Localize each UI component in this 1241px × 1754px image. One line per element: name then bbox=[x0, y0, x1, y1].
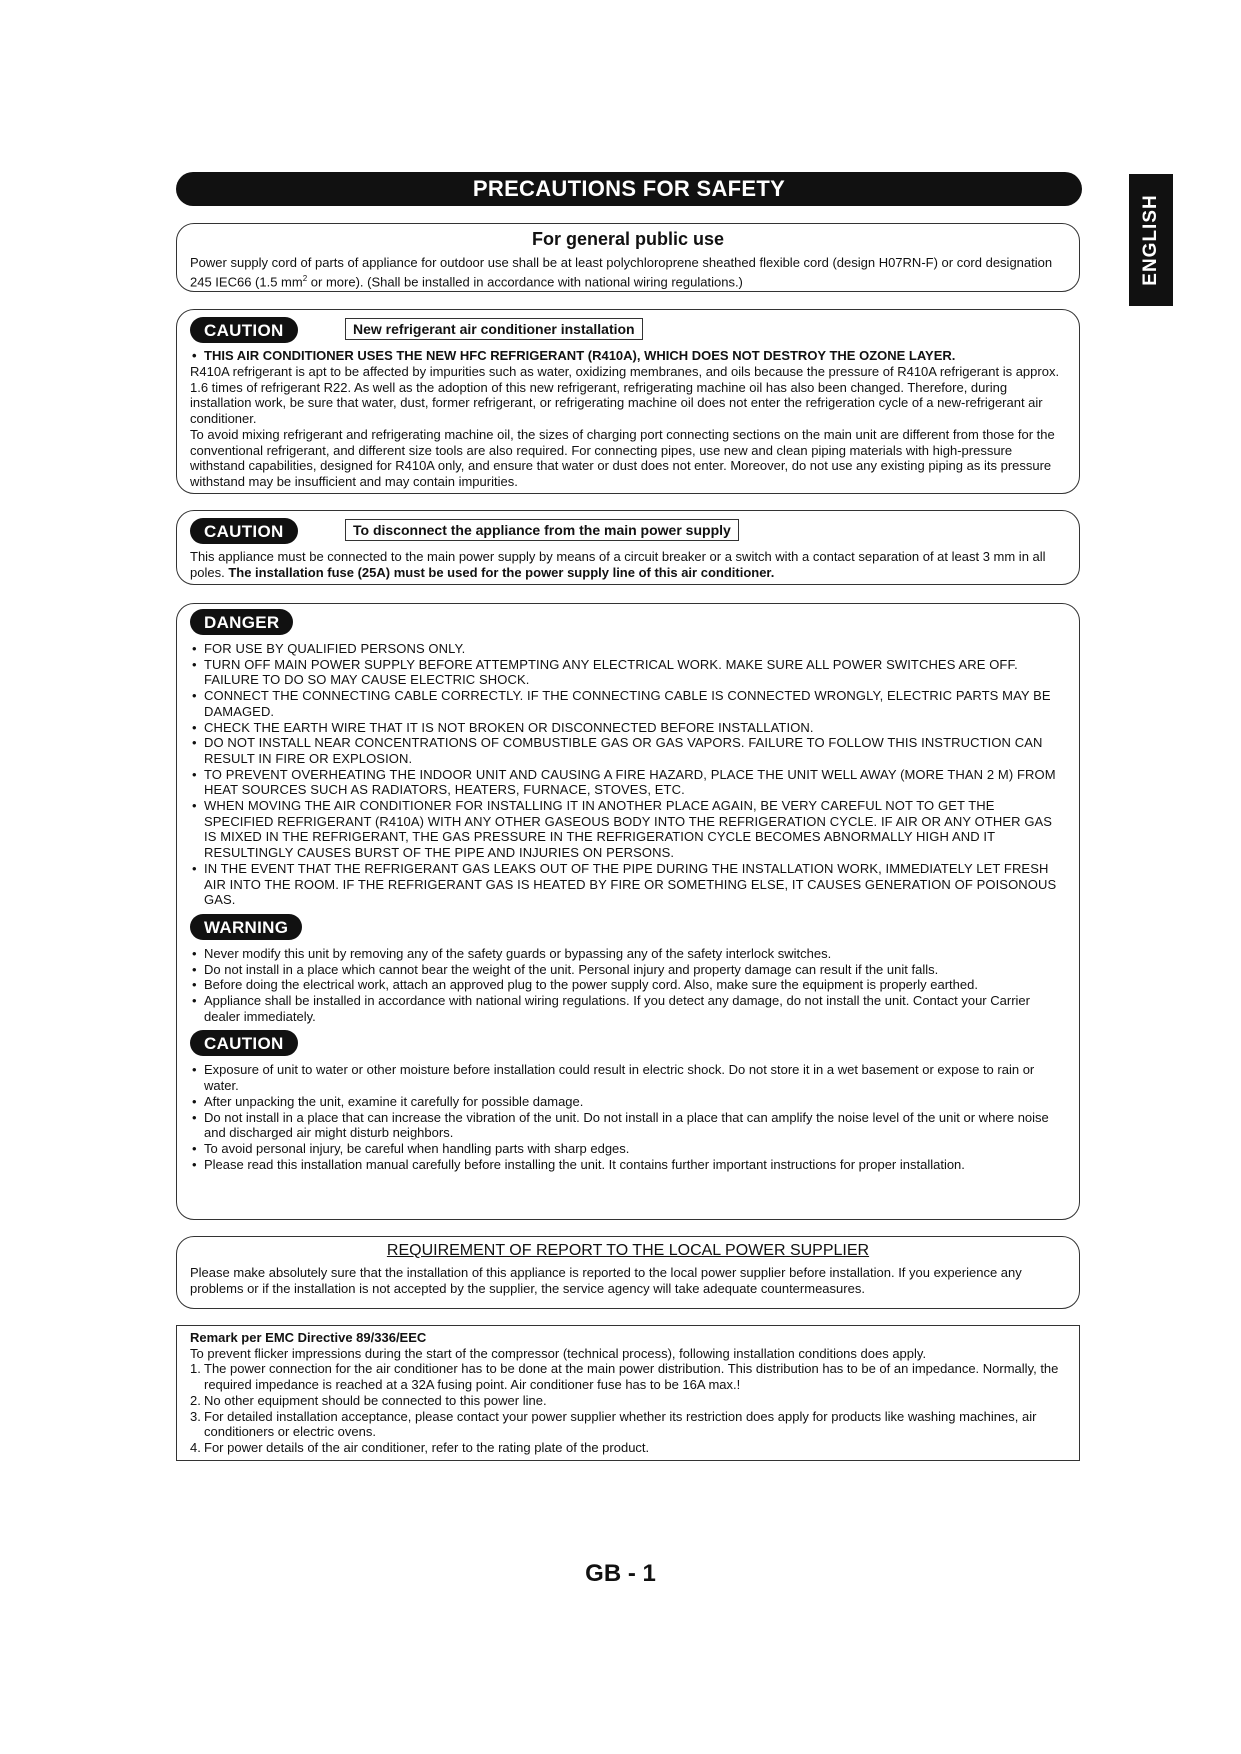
page-title: PRECAUTIONS FOR SAFETY bbox=[176, 172, 1082, 206]
list-item: 4. For power details of the air conditioner, refer to the rating plate of the product. bbox=[190, 1439, 650, 1455]
list-item: 1. The power connection for the air conditioner has to be done at the main power distribution. This distribution has to be of an impedance. Normally, the required impedance is reached at a 32A fusing point. Air conditioner fuse has to be 16A max.! bbox=[190, 1361, 1059, 1393]
list-item: • Please read this installation manual carefully before installing the unit. It contains further important instructions for proper installation. bbox=[190, 1157, 1066, 1173]
warning-list bbox=[190, 946, 1066, 1025]
list-item: • THIS AIR CONDITIONER USES THE NEW HFC REFRIGERANT (R410A), WHICH DOES NOT DESTROY THE OZONE LAYER. bbox=[190, 348, 1066, 364]
list-item: • Exposure of unit to water or other moisture before installation could result in electric shock. Do not store it in a wet basement or expose to rain or water. bbox=[190, 1062, 1066, 1093]
refrigerant-paragraph-2: To avoid mixing refrigerant and refrigerating machine oil, the sizes of charging port connecting sections on the main unit are different from those for the conventional refrigerant, and different size tools are also required. For connecting pipes, use new and clean piping materials with high-pressure withstand capabilities, designed for R410A only, and ensure that water or dust does not enter. Moreover, do not use any existing piping as its pressure withstand may be insufficient and may contain impurities. bbox=[190, 426, 1055, 490]
disconnect-text: This appliance must be connected to the main power supply by means of a circuit breaker or a switch with a contact separation of at least 3 mm in all poles. The installation fuse (25A) must be used for the power supply line of this air conditioner. bbox=[190, 549, 1046, 580]
general-use-heading: For general public use bbox=[531, 229, 725, 249]
disconnect-box-title: To disconnect the appliance from the main power supply bbox=[345, 519, 739, 541]
list-item: • Never modify this unit by removing any of the safety guards or bypassing any of the safety interlock switches. bbox=[190, 946, 1066, 962]
caution-list bbox=[190, 1062, 1066, 1172]
list-item: • Do not install in a place which cannot bear the weight of the unit. Personal injury and property damage can result if the unit falls. bbox=[190, 962, 1066, 978]
refrigerant-list bbox=[190, 348, 1066, 364]
caution-badge: CAUTION bbox=[190, 518, 298, 544]
list-item: • WHEN MOVING THE AIR CONDITIONER FOR INSTALLING IT IN ANOTHER PLACE AGAIN, BE VERY CAREFUL NOT TO GET THE SPECIFIED REFRIGERANT (R410A) WITH ANY OTHER GASEOUS BODY INTO THE REFRIGERATION CYCLE. IF AIR OR ANY OTHER GAS IS MIXED IN THE REFRIGERANT, THE GAS PRESSURE IN THE REFRIGERATION CYCLE BECOMES ABNORMALLY HIGH AND IT RESULTINGLY CAUSES BURST OF THE PIPE AND INJURIES ON PERSONS. bbox=[190, 798, 1066, 861]
list-item: • Before doing the electrical work, attach an approved plug to the power supply cord. Also, make sure the equipment is properly earthed. bbox=[190, 977, 1066, 993]
superscript-2: 2 bbox=[302, 273, 308, 283]
caution-disconnect-panel bbox=[176, 510, 1080, 585]
emc-list bbox=[190, 1361, 1066, 1455]
danger-badge: DANGER bbox=[190, 609, 293, 635]
emc-title: Remark per EMC Directive 89/336/EEC bbox=[190, 1330, 427, 1345]
list-item: • FOR USE BY QUALIFIED PERSONS ONLY. bbox=[190, 641, 1066, 657]
list-item: • To avoid personal injury, be careful when handling parts with sharp edges. bbox=[190, 1141, 1066, 1157]
emc-intro: To prevent flicker impressions during the start of the compressor (technical process), following installation conditions does apply. bbox=[190, 1345, 927, 1361]
list-item: 2. No other equipment should be connected to this power line. bbox=[190, 1392, 547, 1408]
list-item: • DO NOT INSTALL NEAR CONCENTRATIONS OF COMBUSTIBLE GAS OR GAS VAPORS. FAILURE TO FOLLOW THIS INSTRUCTION CAN RESULT IN FIRE OR EXPLOSION. bbox=[190, 735, 1066, 766]
language-tab bbox=[1129, 174, 1173, 306]
list-item: • CONNECT THE CONNECTING CABLE CORRECTLY. IF THE CONNECTING CABLE IS CONNECTED WRONGLY, ELECTRIC PARTS MAY BE DAMAGED. bbox=[190, 688, 1066, 719]
warning-badge: WARNING bbox=[190, 914, 302, 940]
language-tab-label: ENGLISH bbox=[1140, 194, 1161, 286]
emc-remark-box bbox=[176, 1325, 1080, 1461]
list-item: • CHECK THE EARTH WIRE THAT IT IS NOT BROKEN OR DISCONNECTED BEFORE INSTALLATION. bbox=[190, 720, 1066, 736]
list-item: • Appliance shall be installed in accordance with national wiring regulations. If you detect any damage, do not install the unit. Contact your Carrier dealer immediately. bbox=[190, 993, 1066, 1024]
disconnect-bold-text: The installation fuse (25A) must be used for the power supply line of this air conditioner. bbox=[228, 564, 775, 580]
list-item: • TO PREVENT OVERHEATING THE INDOOR UNIT AND CAUSING A FIRE HAZARD, PLACE THE UNIT WELL AWAY (MORE THAN 2 M) FROM HEAT SOURCES SUCH AS RADIATORS, HEATERS, FURNACE, STOVES, ETC. bbox=[190, 767, 1066, 798]
danger-panel bbox=[176, 603, 1080, 1220]
report-heading: REQUIREMENT OF REPORT TO THE LOCAL POWER SUPPLIER bbox=[386, 1242, 870, 1259]
list-item: 3. For detailed installation acceptance, please contact your power supplier whether its restriction does apply for products like washing machines, air conditioners or electric ovens. bbox=[190, 1408, 1037, 1440]
caution-badge: CAUTION bbox=[190, 1030, 298, 1056]
general-use-panel bbox=[176, 223, 1080, 292]
caution-refrigerant-panel bbox=[176, 309, 1080, 494]
refrigerant-box-title: New refrigerant air conditioner installation bbox=[345, 318, 643, 340]
list-item: • TURN OFF MAIN POWER SUPPLY BEFORE ATTEMPTING ANY ELECTRICAL WORK. MAKE SURE ALL POWER SWITCHES ARE OFF. FAILURE TO DO SO MAY CAUSE ELECTRIC SHOCK. bbox=[190, 657, 1066, 688]
list-item: • After unpacking the unit, examine it carefully for possible damage. bbox=[190, 1094, 1066, 1110]
list-item: • IN THE EVENT THAT THE REFRIGERANT GAS LEAKS OUT OF THE PIPE DURING THE INSTALLATION WORK, IMMEDIATELY LET FRESH AIR INTO THE ROOM. IF THE REFRIGERANT GAS IS HEATED BY FIRE OR SOMETHING ELSE, IT CAUSES GENERATION OF POISONOUS GAS. bbox=[190, 861, 1066, 908]
list-item: • Do not install in a place that can increase the vibration of the unit. Do not install in a place that can amplify the noise level of the unit or where noise and discharged air might disturb neighbors. bbox=[190, 1110, 1066, 1141]
caution-badge: CAUTION bbox=[190, 317, 298, 343]
report-text: Please make absolutely sure that the installation of this appliance is reported to the local power supplier before installation. If you experience any problems or if the installation is not accepted by the supplier, the service agency will take adequate countermeasures. bbox=[190, 1265, 1022, 1296]
page-number: GB - 1 bbox=[585, 1560, 656, 1587]
danger-list bbox=[190, 641, 1066, 908]
report-panel bbox=[176, 1236, 1080, 1309]
refrigerant-paragraph-1: R410A refrigerant is apt to be affected by impurities such as water, oxidizing membranes, and oils because the pressure of R410A refrigerant is approx. 1.6 times of refrigerant R22. As well as the adoption of this new refrigerant, refrigerating machine oil has also been changed. Therefore, during installation work, be sure that water, dust, former refrigerant, or refrigerating machine oil does not enter the refrigeration cycle of a new-refrigerant air conditioner. bbox=[190, 363, 1060, 427]
general-use-text: Power supply cord of parts of appliance for outdoor use shall be at least polychloroprene sheathed flexible cord (design H07RN-F) or cord designation 245 IEC66 (1.5 $mm^2$ or more). (Shall be installed in accordance with national wiring regulations.) bbox=[190, 255, 1053, 290]
